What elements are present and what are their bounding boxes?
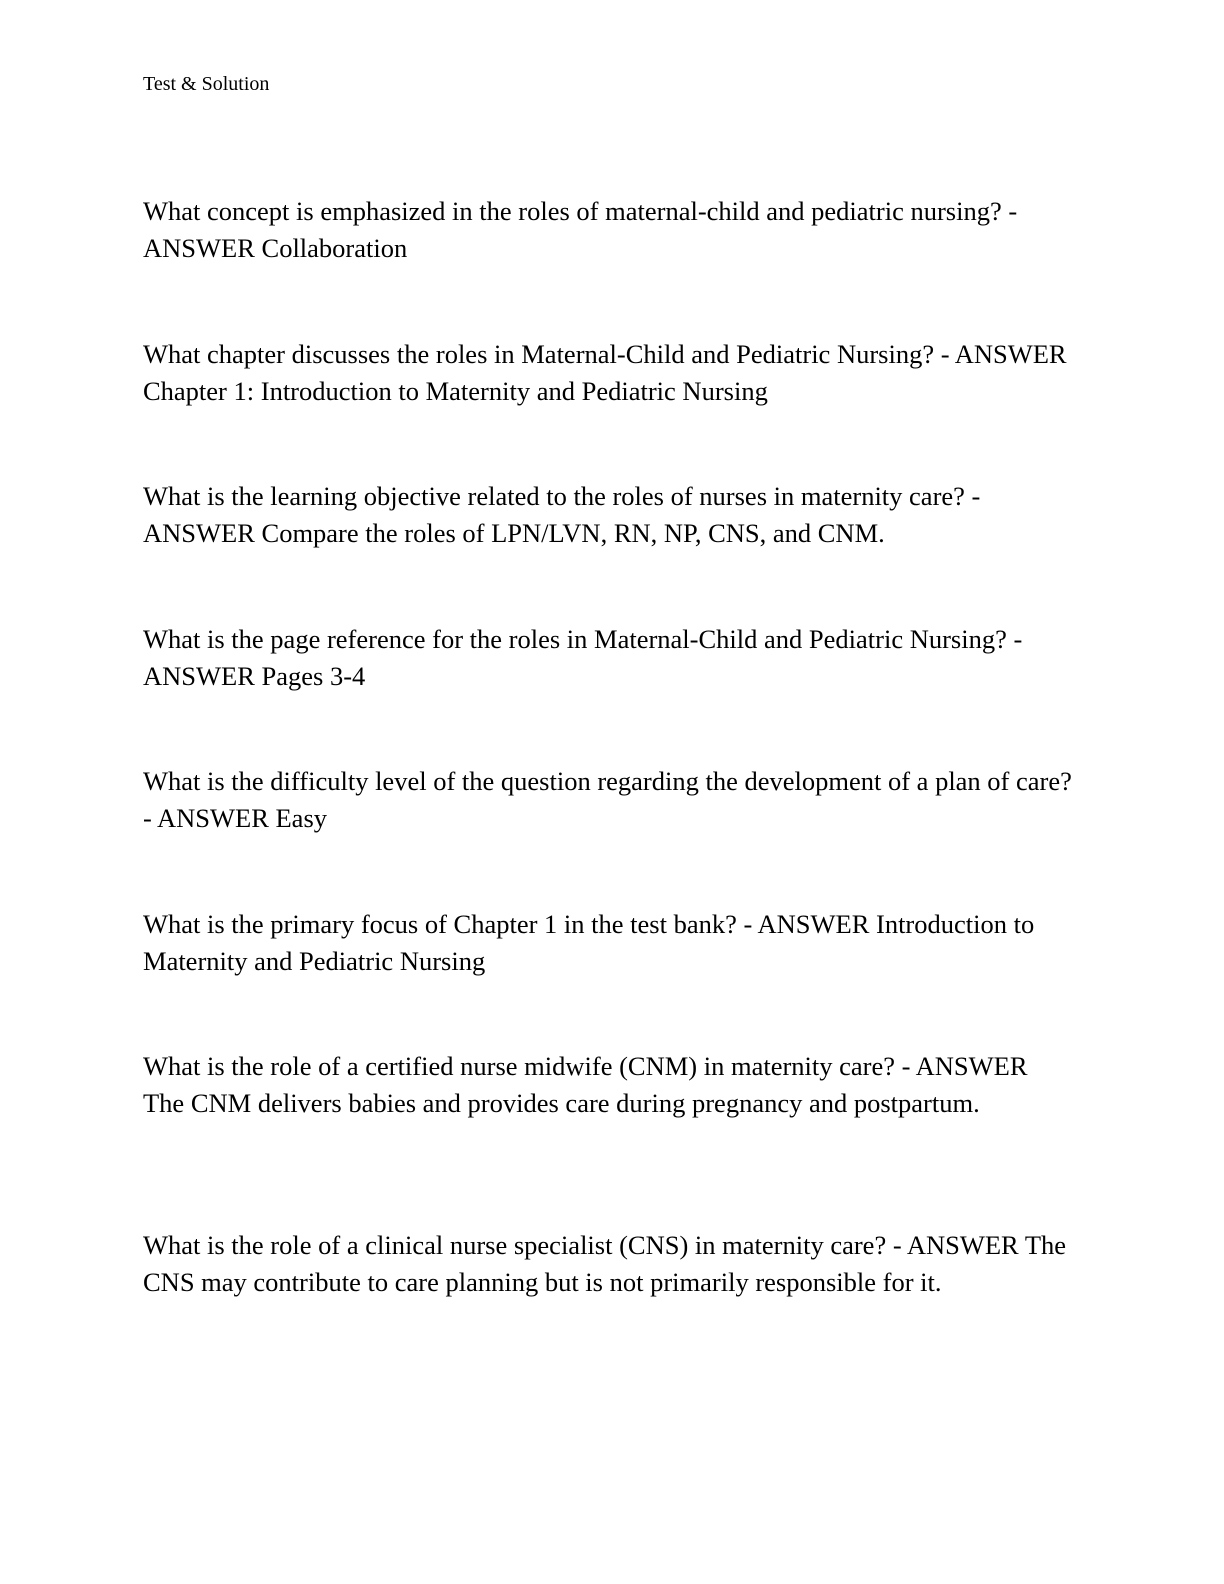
qa-item-8: What is the role of a clinical nurse specialist (CNS) in maternity care? - ANSWER The CNS may contribute to care planning but is not primarily responsible for it. bbox=[143, 1230, 1067, 1297]
qa-item-4: What is the page reference for the roles in Maternal-Child and Pediatric Nursing? - ANSWER Pages 3-4 bbox=[143, 624, 1023, 691]
qa-item-6: What is the primary focus of Chapter 1 in the test bank? - ANSWER Introduction to Maternity and Pediatric Nursing bbox=[143, 909, 1035, 976]
qa-item-1: What concept is emphasized in the roles of maternal-child and pediatric nursing? - ANSWER Collaboration bbox=[143, 196, 1018, 263]
qa-item-7: What is the role of a certified nurse midwife (CNM) in maternity care? - ANSWER The CNM delivers babies and provides care during pregnancy and postpartum. bbox=[143, 1051, 1028, 1118]
qa-item-5: What is the difficulty level of the question regarding the development of a plan of care? - ANSWER Easy bbox=[143, 766, 1072, 833]
qa-item-2: What chapter discusses the roles in Maternal-Child and Pediatric Nursing? - ANSWER Chapter 1: Introduction to Maternity and Pediatric Nursing bbox=[143, 339, 1067, 406]
page-header-title: Test & Solution bbox=[143, 73, 270, 95]
qa-item-3: What is the learning objective related to the roles of nurses in maternity care? - ANSWER Compare the roles of LPN/LVN, RN, NP, CNS, and CNM. bbox=[143, 481, 981, 548]
